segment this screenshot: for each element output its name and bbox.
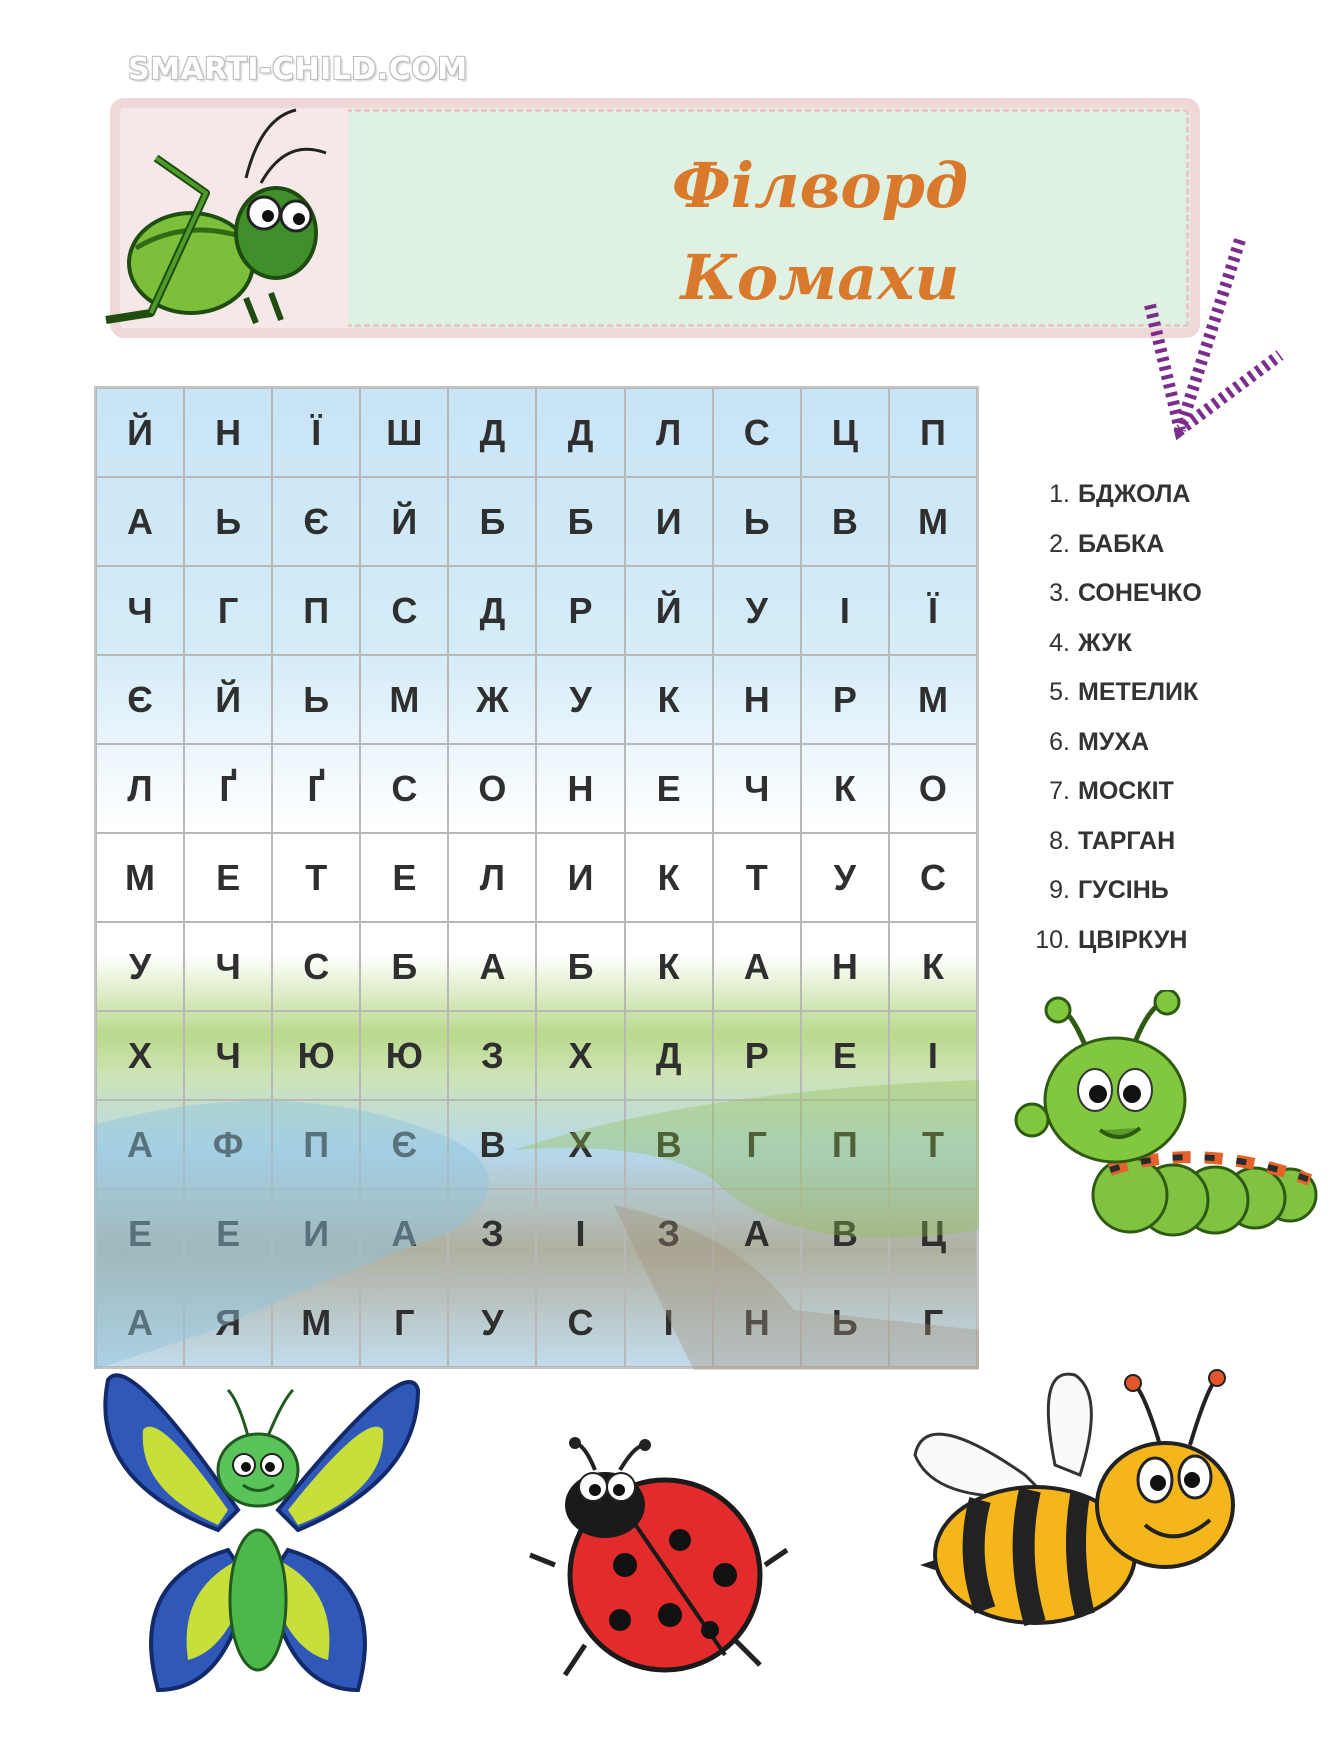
grid-cell[interactable]: У (448, 1278, 536, 1367)
grid-cell[interactable]: С (360, 566, 448, 655)
grid-cell[interactable]: Н (713, 1278, 801, 1367)
word-text: МУХА (1078, 727, 1150, 756)
word-text: ЖУК (1078, 628, 1133, 657)
ladybug-icon (525, 1425, 795, 1695)
grid-cell[interactable]: А (713, 922, 801, 1011)
word-list-item (1030, 866, 1202, 916)
word-number: 8. (1049, 826, 1070, 855)
word-number: 6. (1049, 727, 1070, 756)
grid-cell[interactable]: Ь (184, 477, 272, 566)
word-number: 4. (1049, 628, 1070, 657)
word-list-item (1030, 668, 1202, 718)
grid-cell[interactable]: М (360, 655, 448, 744)
word-text: БАБКА (1078, 529, 1165, 558)
title-line-2: Комахи (680, 241, 960, 314)
word-number: 3. (1049, 579, 1070, 607)
word-number: 2. (1049, 529, 1070, 558)
grid-cell[interactable]: С (713, 388, 801, 477)
grid-cell[interactable]: П (272, 1100, 360, 1189)
word-text: СОНЕЧКО (1078, 579, 1202, 607)
grid-cell[interactable]: С (889, 833, 977, 922)
word-text: МЕТЕЛИК (1078, 678, 1199, 706)
grid-cell[interactable]: І (801, 566, 889, 655)
grid-cell[interactable]: Б (360, 922, 448, 1011)
grid-cell[interactable]: Ї (889, 566, 977, 655)
grid-cell[interactable]: Д (448, 388, 536, 477)
grid-cell[interactable]: Б (536, 477, 624, 566)
grid-cell[interactable]: Е (184, 1189, 272, 1278)
grid-cell[interactable]: Г (713, 1100, 801, 1189)
grid-cell[interactable]: М (889, 655, 977, 744)
word-list-item (1030, 470, 1202, 520)
word-number: 1. (1049, 480, 1070, 508)
grid-cell[interactable]: Т (713, 833, 801, 922)
grasshopper-icon (96, 98, 336, 338)
word-list-item (1030, 619, 1202, 669)
grid-cell[interactable]: В (801, 477, 889, 566)
grid-cell[interactable]: І (889, 1011, 977, 1100)
grid-cell[interactable]: Г (360, 1278, 448, 1367)
grid-cell[interactable]: К (625, 922, 713, 1011)
grid-cell[interactable]: Х (536, 1100, 624, 1189)
grid-cell[interactable]: Г (184, 566, 272, 655)
grid-cell[interactable]: У (713, 566, 801, 655)
grid-cell[interactable]: Д (625, 1011, 713, 1100)
grid-cell[interactable]: В (625, 1100, 713, 1189)
word-list-item (1030, 520, 1202, 570)
word-text: БДЖОЛА (1078, 480, 1191, 508)
word-search-grid (94, 386, 979, 1369)
grid-cell[interactable]: В (448, 1100, 536, 1189)
grid-cell[interactable]: У (801, 833, 889, 922)
grid-cell[interactable]: У (536, 655, 624, 744)
grid-cell[interactable]: О (448, 744, 536, 833)
grid-cell[interactable]: Х (536, 1011, 624, 1100)
grid-cell[interactable]: Г (889, 1278, 977, 1367)
grid-cell[interactable]: Ґ (184, 744, 272, 833)
grid-cell[interactable]: С (360, 744, 448, 833)
grid-cell[interactable]: І (625, 1278, 713, 1367)
grid-cell[interactable]: Ж (448, 655, 536, 744)
watermark: SMARTI-CHILD.COM (128, 52, 468, 87)
grid-cell[interactable]: Ю (360, 1011, 448, 1100)
word-number: 7. (1049, 777, 1070, 805)
grid-cell[interactable]: Ю (272, 1011, 360, 1100)
grid-cell[interactable]: И (625, 477, 713, 566)
word-text: МОСКІТ (1078, 777, 1174, 805)
grid-cell[interactable]: Л (625, 388, 713, 477)
butterfly-icon (88, 1330, 428, 1730)
grid-cell[interactable]: У (96, 922, 184, 1011)
grid-cell[interactable]: Р (536, 566, 624, 655)
grid-cell[interactable]: Р (713, 1011, 801, 1100)
grid-cell[interactable]: Ф (184, 1100, 272, 1189)
word-list-item (1030, 569, 1202, 619)
grid-cell[interactable]: Ґ (272, 744, 360, 833)
grid-cell[interactable]: К (625, 833, 713, 922)
word-list-item (1030, 718, 1202, 768)
grid-cell[interactable]: А (448, 922, 536, 1011)
grid-cell[interactable]: І (536, 1189, 624, 1278)
grid-cell[interactable]: А (713, 1189, 801, 1278)
grid-cell[interactable]: Р (801, 655, 889, 744)
grid-cell[interactable]: Д (536, 388, 624, 477)
grid-cell[interactable]: К (801, 744, 889, 833)
grid-cell[interactable]: Ч (184, 1011, 272, 1100)
grid-cell[interactable]: О (889, 744, 977, 833)
grid-cell[interactable]: Д (448, 566, 536, 655)
grid-cell[interactable]: З (448, 1189, 536, 1278)
grid-cell[interactable]: С (272, 922, 360, 1011)
grid-cell[interactable]: А (96, 1278, 184, 1367)
grid-cell[interactable]: А (96, 1100, 184, 1189)
grid-cell[interactable]: Е (625, 744, 713, 833)
grid-cell[interactable]: П (801, 1100, 889, 1189)
title-line-1: Філворд (671, 149, 969, 222)
grid-cell[interactable]: С (536, 1278, 624, 1367)
grid-cell[interactable]: Н (801, 922, 889, 1011)
word-text: ГУСІНЬ (1078, 876, 1169, 904)
word-list-item (1030, 767, 1202, 817)
grid-cell[interactable]: Б (536, 922, 624, 1011)
grid-cell[interactable]: Є (360, 1100, 448, 1189)
grid-cell[interactable]: Й (96, 388, 184, 477)
word-text: ТАРГАН (1078, 826, 1176, 855)
word-number: 10. (1035, 925, 1070, 954)
grid-cell[interactable]: Й (184, 655, 272, 744)
grid-cell[interactable]: М (272, 1278, 360, 1367)
word-list (1030, 470, 1202, 965)
grid-cell[interactable]: Ь (272, 655, 360, 744)
grid-cell[interactable]: Ч (96, 566, 184, 655)
grid-cell[interactable]: М (889, 477, 977, 566)
grid-cell[interactable]: Т (272, 833, 360, 922)
grid-cell[interactable]: Н (713, 655, 801, 744)
grid-cell[interactable]: Х (96, 1011, 184, 1100)
arrow-icon (1140, 230, 1300, 450)
caterpillar-icon (1010, 990, 1320, 1250)
grid-cell[interactable]: Л (448, 833, 536, 922)
grid-cell[interactable]: А (96, 477, 184, 566)
grid-cell[interactable]: В (801, 1189, 889, 1278)
grid-cell[interactable]: Т (889, 1100, 977, 1189)
grid-cell[interactable]: К (625, 655, 713, 744)
grid-cell[interactable]: Н (184, 388, 272, 477)
grid-cell[interactable]: Ї (272, 388, 360, 477)
grid-cell[interactable]: Й (625, 566, 713, 655)
word-text: ЦВІРКУН (1078, 925, 1188, 954)
grid-cell[interactable]: Ч (184, 922, 272, 1011)
grid-cell[interactable]: К (889, 922, 977, 1011)
grid-cell[interactable]: П (272, 566, 360, 655)
grid-cell[interactable]: Б (448, 477, 536, 566)
bee-icon (905, 1355, 1265, 1645)
grid-cell[interactable]: Я (184, 1278, 272, 1367)
word-list-item (1030, 916, 1202, 966)
grid-cell[interactable]: Ш (360, 388, 448, 477)
grid-cell[interactable]: Ч (713, 744, 801, 833)
grid-cell[interactable]: Е (184, 833, 272, 922)
grid-cell[interactable]: Ь (713, 477, 801, 566)
grid-cell[interactable]: А (360, 1189, 448, 1278)
grid-cell[interactable]: М (96, 833, 184, 922)
grid-cell[interactable]: Ц (801, 388, 889, 477)
grid-cell[interactable]: И (536, 833, 624, 922)
grid-cell[interactable]: Н (536, 744, 624, 833)
grid-cell[interactable]: Ц (889, 1189, 977, 1278)
word-number: 5. (1049, 678, 1070, 706)
grid-cell[interactable]: Е (801, 1011, 889, 1100)
grid-cell[interactable]: Є (272, 477, 360, 566)
word-number: 9. (1049, 876, 1070, 904)
grid-cell[interactable]: П (889, 388, 977, 477)
grid-cell[interactable]: Л (96, 744, 184, 833)
page-title (450, 140, 1190, 324)
grid-cell[interactable]: З (625, 1189, 713, 1278)
grid-cell[interactable]: И (272, 1189, 360, 1278)
grid-cell[interactable]: Й (360, 477, 448, 566)
grid-cell[interactable]: Е (96, 1189, 184, 1278)
grid-cell[interactable]: Ь (801, 1278, 889, 1367)
grid-cell[interactable]: Е (360, 833, 448, 922)
grid-cell[interactable]: Є (96, 655, 184, 744)
word-list-item (1030, 817, 1202, 867)
grid-cell[interactable]: З (448, 1011, 536, 1100)
